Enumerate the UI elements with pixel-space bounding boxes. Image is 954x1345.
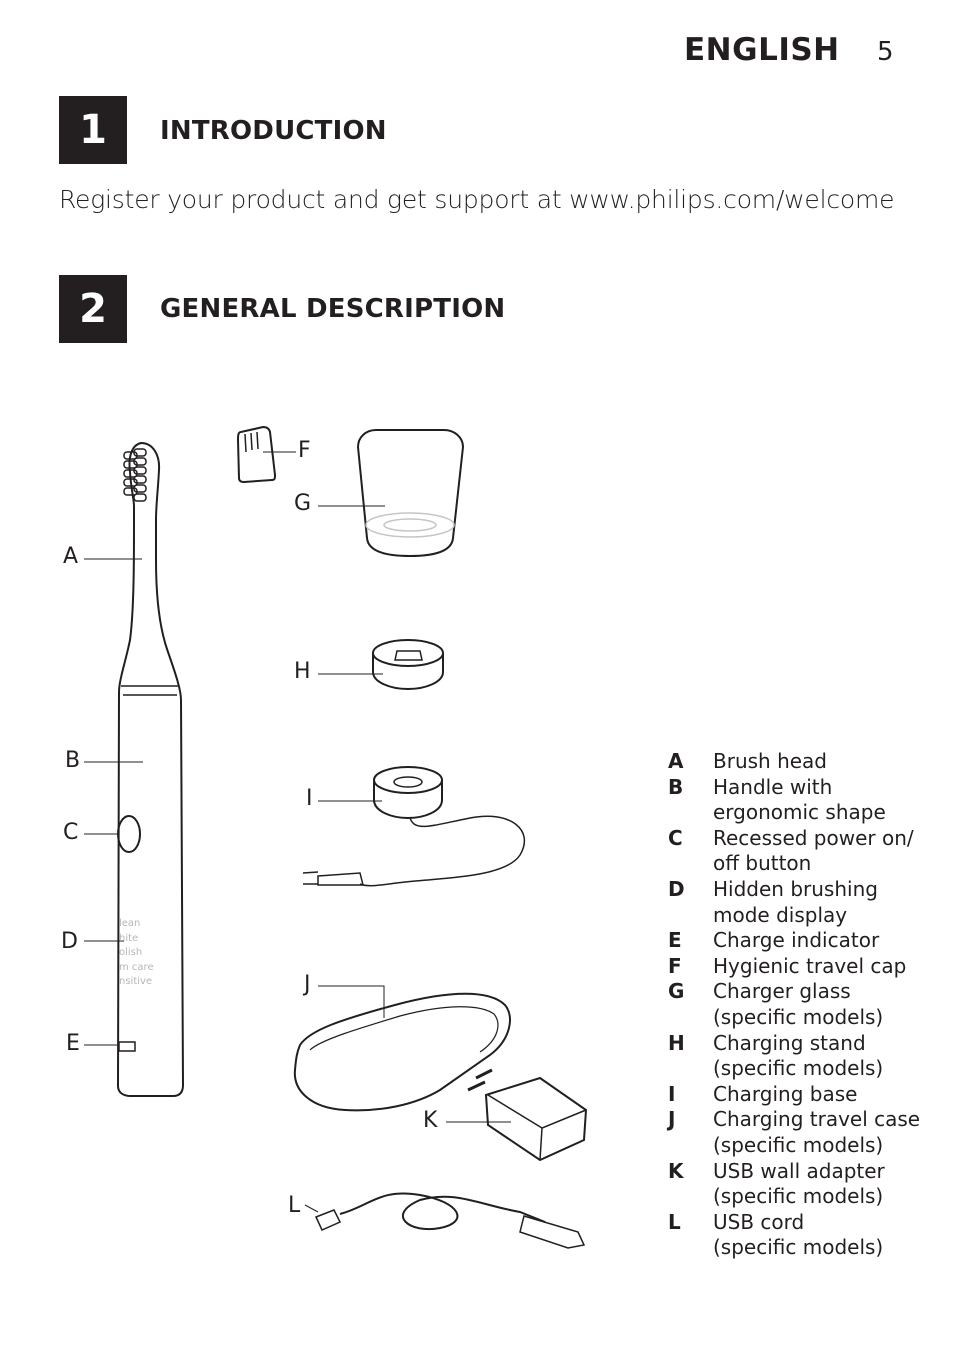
legend-line: Charge indicator <box>713 928 880 953</box>
legend-letter: I <box>668 1081 676 1106</box>
legend-row <box>668 749 938 775</box>
legend-letter: C <box>668 825 683 850</box>
legend-line: USB cord <box>713 1209 805 1234</box>
legend-text <box>713 1082 938 1108</box>
legend-line: Hidden brushing <box>713 876 878 901</box>
legend-text <box>713 1159 938 1210</box>
legend-text <box>713 928 938 954</box>
legend-row <box>668 928 938 954</box>
header-language: ENGLISH <box>684 32 840 68</box>
legend-line: Handle with <box>713 774 833 799</box>
parts-legend <box>668 749 938 1261</box>
travel-cap-drawing <box>238 427 296 482</box>
callout-i: I <box>306 786 313 811</box>
legend-letter: B <box>668 774 684 799</box>
legend-row <box>668 979 938 1030</box>
legend-line: (specific models) <box>713 1184 884 1209</box>
handle-print-line: lean <box>119 918 141 929</box>
section-2-number-box: 2 <box>59 275 127 343</box>
callout-j: J <box>304 972 311 997</box>
legend-row <box>668 1210 938 1261</box>
callout-h: H <box>294 659 311 684</box>
legend-line: mode display <box>713 902 848 927</box>
legend-row <box>668 1107 938 1158</box>
legend-line: USB wall adapter <box>713 1158 885 1183</box>
legend-line: (specific models) <box>713 1132 884 1157</box>
legend-line: (specific models) <box>713 1235 884 1260</box>
legend-line: Charger glass <box>713 979 851 1004</box>
handle-print-line: m care <box>119 961 154 973</box>
legend-line: off button <box>713 851 812 876</box>
legend-letter: D <box>668 876 685 901</box>
legend-letter: E <box>668 928 682 953</box>
legend-row <box>668 826 938 877</box>
legend-line: (specific models) <box>713 1056 884 1081</box>
legend-row <box>668 775 938 826</box>
legend-letter: J <box>668 1107 676 1132</box>
usb-cord-drawing <box>305 1193 584 1248</box>
charger-glass-drawing <box>318 430 463 556</box>
legend-row <box>668 1159 938 1210</box>
callout-b: B <box>65 748 81 773</box>
callout-k: K <box>423 1108 438 1133</box>
legend-row <box>668 1082 938 1108</box>
legend-line: Charging stand <box>713 1030 866 1055</box>
legend-line: Recessed power on/ <box>713 825 914 850</box>
bristles-drawing <box>124 449 146 501</box>
legend-text <box>713 749 938 775</box>
legend-row <box>668 1031 938 1082</box>
callout-a: A <box>63 544 79 569</box>
legend-letter: G <box>668 979 685 1004</box>
legend-line: (specific models) <box>713 1004 884 1029</box>
section-2-title: GENERAL DESCRIPTION <box>160 294 506 324</box>
legend-letter: F <box>668 953 682 978</box>
callout-f: F <box>298 438 311 463</box>
section-1-title: INTRODUCTION <box>160 116 387 146</box>
wall-adapter-drawing <box>446 1070 586 1160</box>
charging-base-drawing <box>303 767 524 886</box>
legend-letter: L <box>668 1209 681 1234</box>
legend-text <box>713 979 938 1030</box>
legend-line: Brush head <box>713 749 828 773</box>
travel-case-drawing <box>295 986 510 1110</box>
handle-print <box>119 917 154 990</box>
legend-row <box>668 877 938 928</box>
handle-print-line: olish <box>119 947 143 958</box>
legend-letter: K <box>668 1158 684 1183</box>
section-1-number-box: 1 <box>59 96 127 164</box>
legend-letter: H <box>668 1030 685 1055</box>
toothbrush-drawing <box>84 443 183 1096</box>
callout-d: D <box>61 929 78 954</box>
page-number: 5 <box>877 37 894 67</box>
legend-text <box>713 877 938 928</box>
legend-line: Charging travel case <box>713 1107 921 1132</box>
callout-e: E <box>66 1031 80 1056</box>
charging-stand-drawing <box>318 640 443 689</box>
callout-g: G <box>294 491 312 516</box>
legend-text <box>713 775 938 826</box>
legend-letter: A <box>668 749 684 773</box>
callout-l: L <box>288 1193 301 1218</box>
handle-print-line: nsitive <box>119 976 153 987</box>
intro-text: Register your product and get support at www.philips.com/welcome <box>59 185 895 214</box>
legend-text <box>713 1210 938 1261</box>
legend-line: Hygienic travel cap <box>713 953 907 978</box>
legend-line: ergonomic shape <box>713 800 886 825</box>
callout-c: C <box>63 820 79 845</box>
legend-row <box>668 954 938 980</box>
legend-text <box>713 954 938 980</box>
legend-text <box>713 1031 938 1082</box>
handle-print-line: hite <box>119 932 139 944</box>
legend-text <box>713 826 938 877</box>
legend-line: Charging base <box>713 1081 858 1106</box>
legend-text <box>713 1107 938 1158</box>
